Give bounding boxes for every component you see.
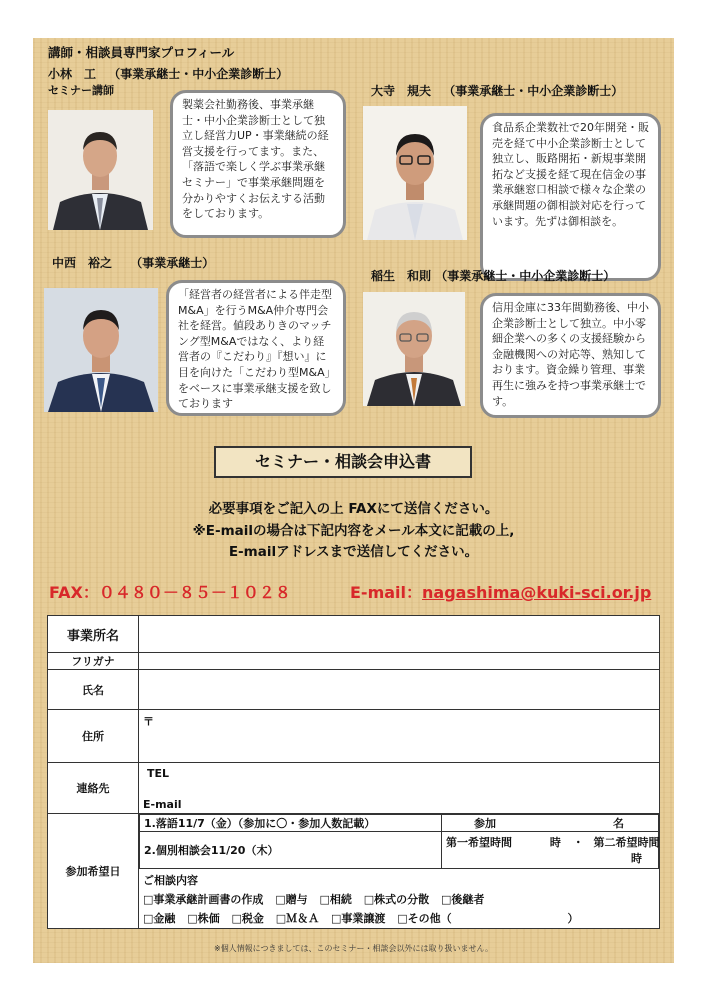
- portrait-icon: [363, 292, 465, 406]
- email-line: [350, 580, 651, 603]
- expert-1-role: セミナー講師: [48, 84, 114, 97]
- portrait-icon: [48, 110, 153, 230]
- instruction-1: 必要事項をご記入の上 FAXにて送信ください。: [208, 501, 499, 517]
- instruction-2: ※E-mailの場合は下記内容をメール本文に記載の上,: [192, 523, 515, 539]
- person-unit: 名: [613, 817, 624, 830]
- email-label: E-mail：: [350, 583, 423, 602]
- expert-1-quals: （事業承継士・中小企業診断士）: [108, 67, 289, 81]
- company-input[interactable]: [139, 616, 660, 653]
- expert-4-quals: （事業承継士・中小企業診断士）: [435, 269, 616, 283]
- second-choice-label: 第二希望時間: [593, 836, 660, 849]
- rakugo-count[interactable]: [442, 815, 659, 832]
- expert-4-name-row: [371, 267, 615, 284]
- option-inheritance[interactable]: □相続: [319, 893, 352, 906]
- expert-2-photo: [363, 106, 467, 240]
- hour-2: 時: [631, 852, 642, 865]
- consult-options-row-2: [143, 909, 655, 928]
- expert-1-photo: [48, 110, 153, 230]
- option-shares[interactable]: □株式の分散: [363, 893, 430, 906]
- portrait-icon: [363, 106, 467, 240]
- expert-2-quals: （事業承継士・中小企業診断士）: [443, 84, 624, 98]
- option-other-close: ）: [567, 912, 579, 925]
- expert-1-name: 小林 工: [48, 67, 97, 81]
- option-tax[interactable]: □税金: [231, 912, 264, 925]
- privacy-note: ※個人情報につきましては、このセミナー・相談会以外には取り扱いません。: [213, 944, 494, 953]
- address-label: 住所: [48, 710, 139, 763]
- option-gift[interactable]: □贈与: [275, 893, 308, 906]
- first-choice-label: 第一希望時間: [446, 836, 512, 849]
- wish-day-label: 参加希望日: [48, 814, 139, 929]
- wish-day-cell: [139, 814, 660, 929]
- tel-label: TEL: [147, 766, 170, 780]
- consult-times[interactable]: [442, 832, 659, 869]
- participate-label: 参加: [474, 817, 496, 830]
- expert-3-name: 中西 裕之: [52, 256, 113, 270]
- option-other[interactable]: □その他（: [397, 912, 452, 925]
- expert-3-name-row: [52, 254, 214, 271]
- furigana-input[interactable]: [139, 653, 660, 670]
- option-stock-price[interactable]: □株価: [187, 912, 220, 925]
- expert-2-name-row: [371, 82, 623, 99]
- consult-content-label: ご相談内容: [143, 874, 198, 887]
- expert-1-bio: 製薬会社勤務後、事業承継士・中小企業診断士として独立し経営力UP・事業継続の経営支援を行ってます。また、「落語で楽しく学ぶ事業承継セミナー」で事業承継問題を分かりやすくお伝えする活動をしております。: [170, 90, 346, 238]
- address-input[interactable]: [139, 710, 660, 763]
- name-input[interactable]: [139, 670, 660, 710]
- instruction-3: E-mailアドレスまで送信してください。: [228, 544, 479, 560]
- email-field-label: E-mail: [143, 797, 182, 811]
- expert-3-quals: （事業承継士）: [130, 256, 215, 270]
- rakugo-option[interactable]: 1.落語11/7（金）（参加に〇・参加人数記載）: [140, 815, 442, 832]
- hour-1: 時: [549, 836, 561, 849]
- company-label: 事業所名: [48, 616, 139, 653]
- option-transfer[interactable]: □事業譲渡: [331, 912, 386, 925]
- email-link[interactable]: nagashima@kuki-sci.or.jp: [422, 583, 652, 602]
- expert-3-photo: [44, 288, 158, 412]
- flyer-page: [33, 38, 674, 963]
- fax-number: FAX：０４８０－８５－１０２８: [49, 583, 291, 602]
- application-form: [47, 615, 660, 929]
- time-separator: ・: [572, 836, 584, 849]
- expert-2-bio: 食品系企業数社で20年開発・販売を経て中小企業診断士として独立し、販路開拓・新規事業開拓など支援を経て現在信金の事業承継窓口相談で様々な企業の承継問題の御相談対応を行っています。先ずは御相談を。: [480, 113, 661, 281]
- expert-4-name: 稲生 和則: [371, 269, 432, 283]
- profile-heading: 講師・相談員専門家プロフィール: [48, 45, 235, 60]
- consult-content: [139, 869, 659, 928]
- option-finance[interactable]: □金融: [143, 912, 176, 925]
- name-label: 氏名: [48, 670, 139, 710]
- consult-option[interactable]: 2.個別相談会11/20（木）: [140, 832, 442, 869]
- contact-input[interactable]: [139, 763, 660, 814]
- form-title: セミナー・相談会申込書: [214, 446, 472, 478]
- expert-4-photo: [363, 292, 465, 406]
- option-plan[interactable]: □事業承継計画書の作成: [143, 893, 264, 906]
- furigana-label: フリガナ: [48, 653, 139, 670]
- contact-label: 連絡先: [48, 763, 139, 814]
- option-ma[interactable]: □Ｍ＆Ａ: [275, 912, 320, 925]
- expert-3-bio: 「経営者の経営者による伴走型M&A」を行うM&A仲介専門会社を経営。値段ありきのマッチング型M&Aではなく、より経営者の『こだわり』『想い』に目を向けた「こだわり型M&A」をベースに事業承継支援を致しております: [166, 280, 346, 416]
- portrait-icon: [44, 288, 158, 412]
- expert-4-bio: 信用金庫に33年間勤務後、中小企業診断士として独立。中小零細企業への多くの支援経験から金融機関への対応等、熟知しております。資金繰り管理、事業再生に強みを持つ事業承継士です。: [480, 293, 661, 418]
- wish-day-table: [139, 814, 659, 869]
- option-successor[interactable]: □後継者: [441, 893, 485, 906]
- expert-2-name: 大寺 規夫: [371, 84, 432, 98]
- expert-1-name-row: [48, 65, 288, 82]
- consult-options-row-1: [143, 890, 655, 909]
- postal-mark: 〒: [143, 715, 154, 728]
